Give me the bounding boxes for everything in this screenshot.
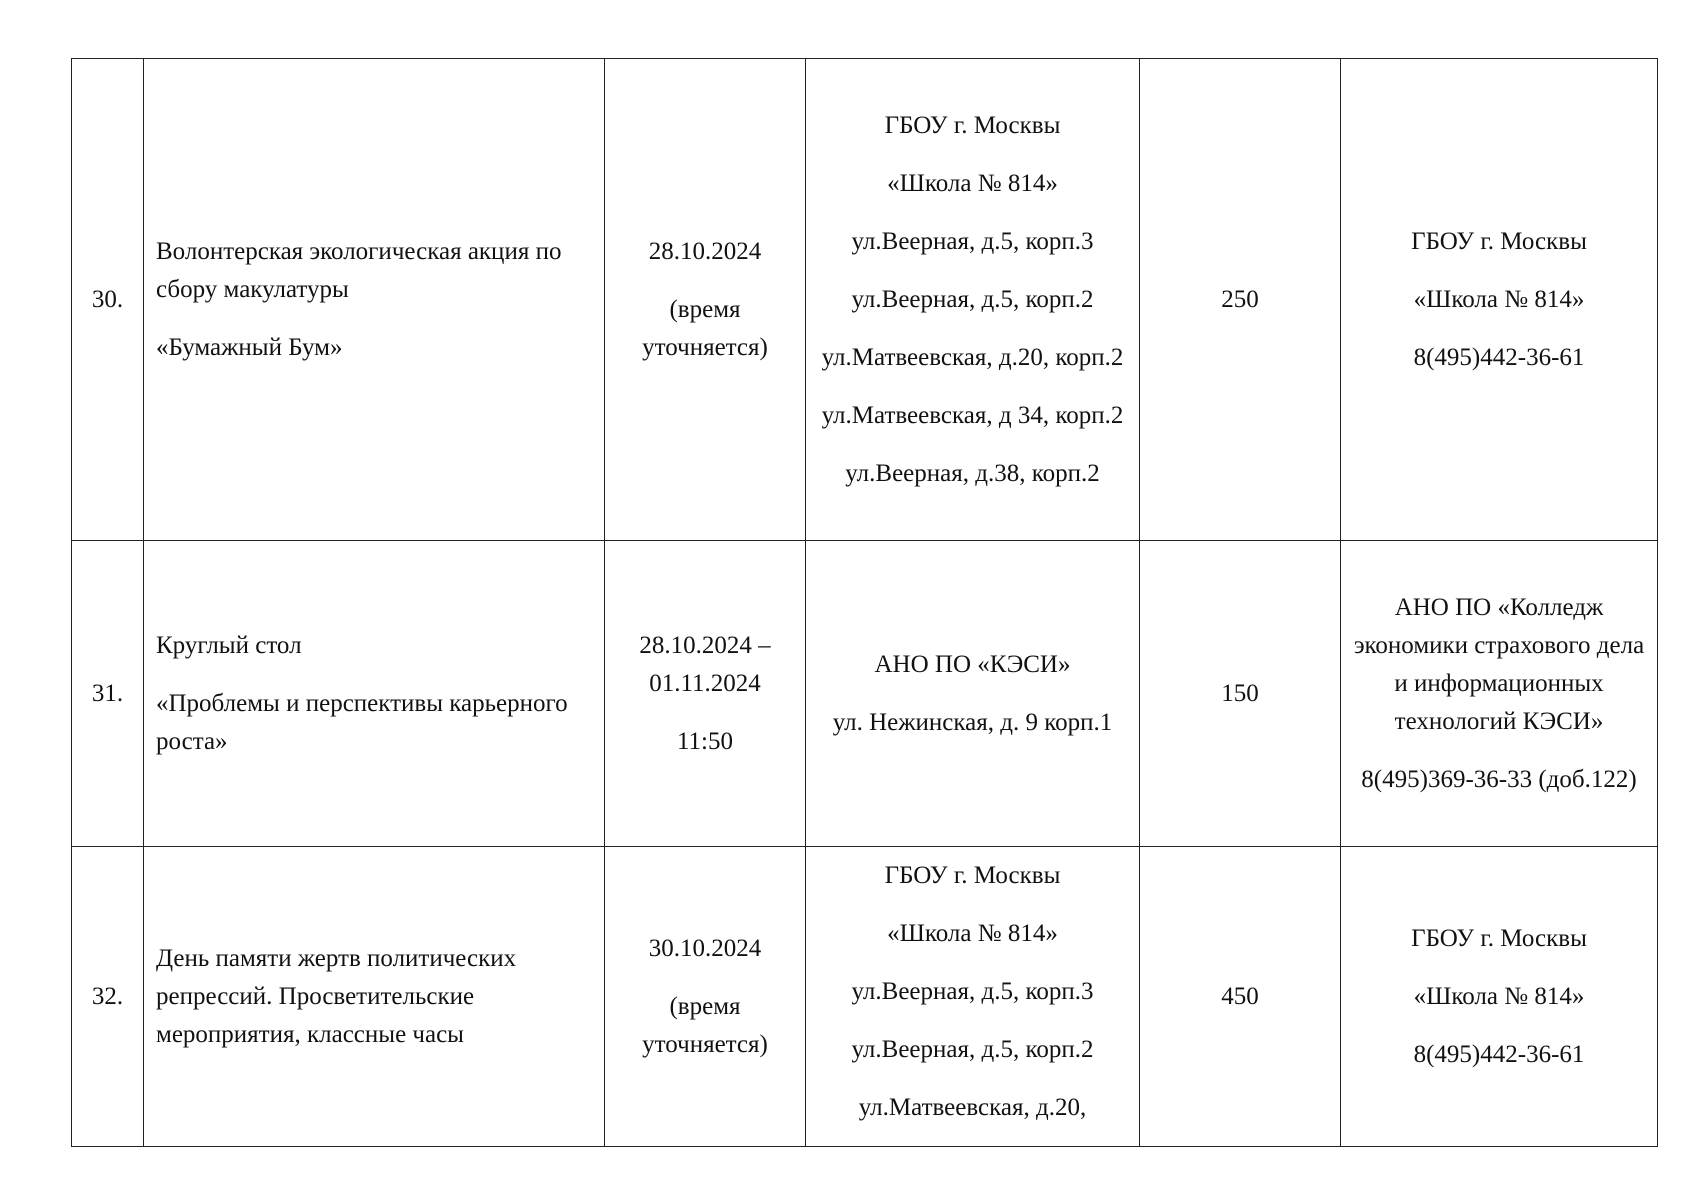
row-number: 30. [72,59,144,541]
event-organizer-line: 8(495)442-36-61 [1413,1040,1585,1068]
event-date-line: 30.10.2024 [648,934,762,962]
event-date [605,847,806,1147]
participant-count: 450 [1140,847,1341,1147]
event-name-line: Волонтерская экологическая акция по сбору макулатуры [156,237,562,303]
event-name [144,847,605,1147]
event-organizer-line: «Школа № 814» [1413,285,1585,313]
event-place-line: ул.Матвеевская, д.20, [858,1094,1087,1121]
event-name-line: Круглый стол [156,631,302,659]
event-name-line: «Бумажный Бум» [156,333,343,361]
event-organizer-line: 8(495)369-36-33 (доб.122) [1361,765,1637,793]
event-place-line: ул.Матвеевская, д.20, корп.2 [821,343,1124,371]
event-organizer-line: «Школа № 814» [1413,982,1585,1010]
event-place-line: ул.Веерная, д.5, корп.3 [851,227,1094,255]
event-organizer [1341,59,1658,541]
event-name [144,541,605,847]
table-row [72,847,1658,1147]
table-row [72,541,1658,847]
event-organizer-line: ГБОУ г. Москвы [1411,924,1587,952]
event-place-line: ул.Веерная, д.5, корп.2 [851,285,1094,313]
event-place [806,541,1140,847]
participant-count: 250 [1140,59,1341,541]
event-place-line: ГБОУ г. Москвы [884,111,1061,139]
table-row [72,59,1658,541]
event-place-line: ул.Матвеевская, д 34, корп.2 [821,401,1124,429]
participant-count: 150 [1140,541,1341,847]
events-table [71,58,1658,1147]
event-place-line: ул.Веерная, д.5, корп.2 [851,1036,1094,1063]
event-place-line: ул.Веерная, д.5, корп.3 [851,978,1094,1005]
event-organizer-line: 8(495)442-36-61 [1413,343,1585,371]
event-organizer-line: ГБОУ г. Москвы [1411,227,1587,255]
event-place-line: ул. Нежинская, д. 9 корп.1 [832,708,1113,736]
event-place-line: ул.Веерная, д.38, корп.2 [845,459,1100,487]
event-date [605,541,806,847]
event-date [605,59,806,541]
event-place [806,847,1140,1147]
event-place-line: АНО ПО «КЭСИ» [874,650,1071,678]
event-name-line: День памяти жертв политических репрессий. Просветительские мероприятия, классные часы [156,944,517,1048]
event-place-line: «Школа № 814» [887,920,1058,947]
event-place-line: «Школа № 814» [887,169,1058,197]
event-date-line: 28.10.2024 [648,237,762,265]
event-organizer [1341,847,1658,1147]
row-number: 31. [72,541,144,847]
event-place [806,59,1140,541]
event-organizer [1341,541,1658,847]
row-number: 32. [72,847,144,1147]
event-date-line: 28.10.2024 – 01.11.2024 [639,631,771,697]
event-name [144,59,605,541]
event-name-line: «Проблемы и перспективы карьерного роста» [156,689,568,755]
event-date-line: 11:50 [676,727,734,755]
event-place-line: ГБОУ г. Москвы [884,862,1061,889]
event-date-line: (время уточняется) [642,295,768,361]
event-organizer-line: АНО ПО «Колледж экономики страхового дела и информационных технологий КЭСИ» [1353,593,1645,735]
event-date-line: (время уточняется) [642,992,768,1058]
